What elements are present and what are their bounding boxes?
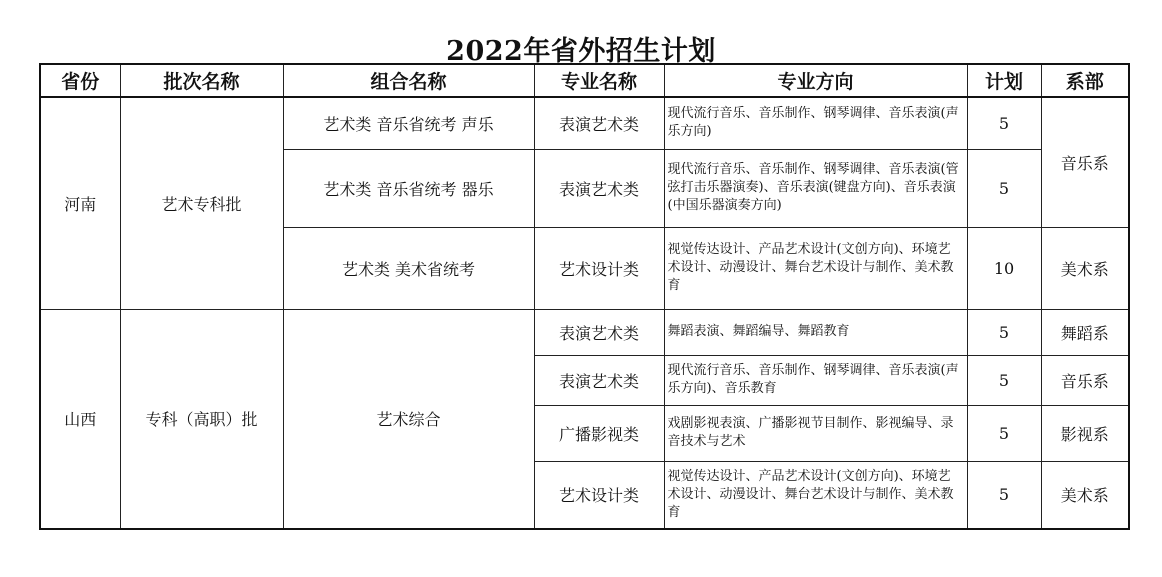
batch-cell: 专科（高职）批 (120, 309, 283, 529)
header-plan: 计划 (967, 64, 1041, 97)
table-row (40, 97, 1129, 149)
header-dept: 系部 (1041, 64, 1129, 97)
plan-cell: 5 (967, 405, 1041, 461)
direction-cell: 现代流行音乐、音乐制作、钢琴调律、音乐表演(声乐方向) (664, 97, 967, 149)
province-cell: 山西 (40, 309, 120, 529)
direction-cell: 视觉传达设计、产品艺术设计(文创方向)、环境艺术设计、动漫设计、舞台艺术设计与制作、美术教育 (664, 227, 967, 309)
plan-cell: 5 (967, 97, 1041, 149)
direction-cell: 现代流行音乐、音乐制作、钢琴调律、音乐表演(管弦打击乐器演奏)、音乐表演(键盘方向)、音乐表演(中国乐器演奏方向) (664, 149, 967, 227)
major-cell: 广播影视类 (534, 405, 664, 461)
direction-cell: 戏剧影视表演、广播影视节目制作、影视编导、录音技术与艺术 (664, 405, 967, 461)
dept-cell: 舞蹈系 (1041, 309, 1129, 355)
header-major: 专业名称 (534, 64, 664, 97)
plan-cell: 5 (967, 355, 1041, 405)
header-province: 省份 (40, 64, 120, 97)
header-combo: 组合名称 (283, 64, 534, 97)
dept-cell: 美术系 (1041, 461, 1129, 529)
direction-cell: 现代流行音乐、音乐制作、钢琴调律、音乐表演(声乐方向)、音乐教育 (664, 355, 967, 405)
major-cell: 表演艺术类 (534, 97, 664, 149)
plan-cell: 5 (967, 461, 1041, 529)
table-header-row (40, 64, 1129, 97)
header-batch: 批次名称 (120, 64, 283, 97)
plan-cell: 10 (967, 227, 1041, 309)
page-title: 2022年省外招生计划 (446, 36, 716, 67)
direction-cell: 舞蹈表演、舞蹈编导、舞蹈教育 (664, 309, 967, 355)
major-cell: 表演艺术类 (534, 309, 664, 355)
combo-cell: 艺术类 美术省统考 (283, 227, 534, 309)
combo-cell: 艺术综合 (283, 309, 534, 529)
plan-cell: 5 (967, 309, 1041, 355)
major-cell: 艺术设计类 (534, 461, 664, 529)
dept-cell: 音乐系 (1041, 355, 1129, 405)
major-cell: 艺术设计类 (534, 227, 664, 309)
major-cell: 表演艺术类 (534, 355, 664, 405)
header-direction: 专业方向 (664, 64, 967, 97)
combo-cell: 艺术类 音乐省统考 器乐 (283, 149, 534, 227)
plan-cell: 5 (967, 149, 1041, 227)
major-cell: 表演艺术类 (534, 149, 664, 227)
combo-cell: 艺术类 音乐省统考 声乐 (283, 97, 534, 149)
dept-cell: 影视系 (1041, 405, 1129, 461)
enrollment-plan-table (39, 63, 1130, 530)
dept-cell: 音乐系 (1041, 97, 1129, 227)
dept-cell: 美术系 (1041, 227, 1129, 309)
province-cell: 河南 (40, 97, 120, 309)
batch-cell: 艺术专科批 (120, 97, 283, 309)
direction-cell: 视觉传达设计、产品艺术设计(文创方向)、环境艺术设计、动漫设计、舞台艺术设计与制作、美术教育 (664, 461, 967, 529)
table-row (40, 309, 1129, 355)
